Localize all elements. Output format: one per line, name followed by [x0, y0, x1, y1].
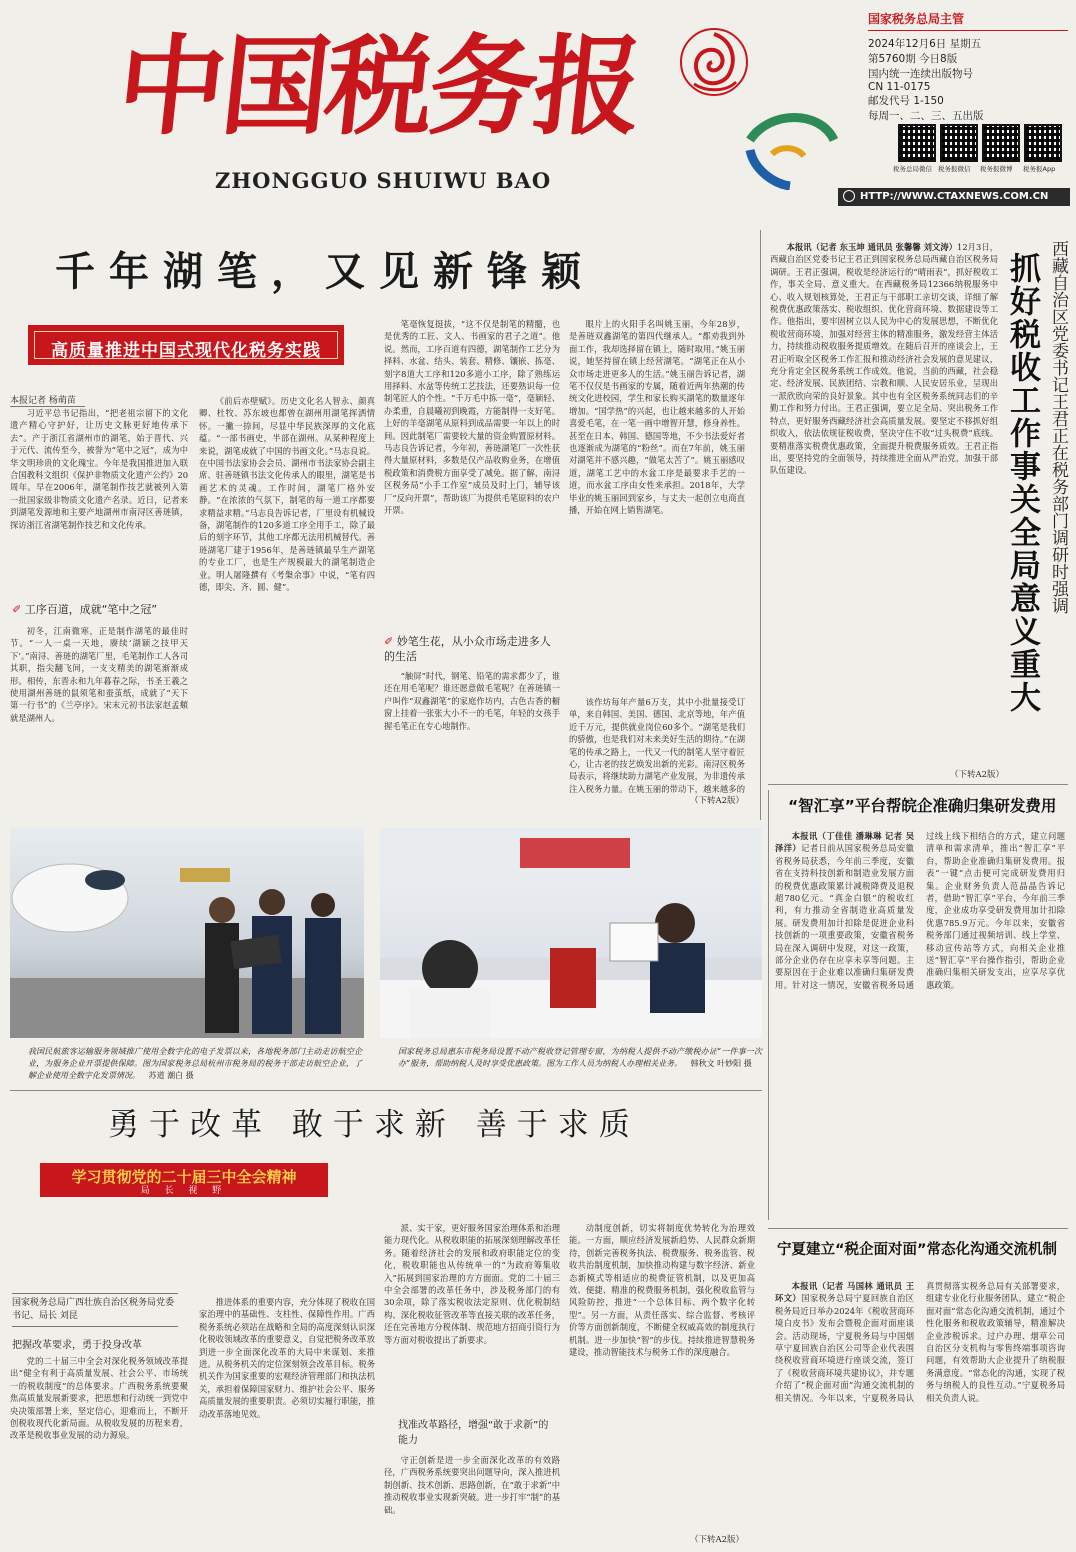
commentary-author: 国家税务总局广西壮族自治区税务局党委书记、局长 刘昆 [12, 1293, 178, 1327]
url-text[interactable]: HTTP://WWW.CTAXNEWS.COM.CN [860, 191, 1049, 202]
commentary-banner [40, 1163, 328, 1197]
side3-body: 本报讯（记者 马国林 通讯员 王环文）国家税务总局宁夏回族自治区税务局近日举办2024年《税收营商环境白皮书》发布会暨税企面对面座谈会。活动现场，宁夏税务局与中国烟草宁夏回族自治区公司等企业代表围绕税收营商环境进行座谈交流，签订了《税收营商环境共建协议》，并专题介绍了“税企面对面”沟通交流机制的相关情况。今年以来，宁夏税务局认真贯彻落实税务总局有关部署要求，组建专业化行业服务团队，建立“税企面对面”常态化沟通交流机制，通过个性化服务和税收政策辅导，精准解决企业涉税诉求。过户办理、烟草公司自治区分支机构与零售终端事项咨询问题，有效帮助大企业提升了纳税服务满意度。“常态化的沟通，实现了税务与纳税人的良性互动。”宁夏税务局相关负责人说。 [775, 1281, 1065, 1403]
commentary-slogan: 勇于改革 敢于求新 善于求质 [108, 1107, 640, 1143]
side1-byline: 本报讯（记者 东玉坤 通讯员 张馨馨 刘文涛） [786, 242, 958, 252]
photo-airline-illustration [10, 828, 364, 1038]
lead-banner-text: 高质量推进中国式现代化税务实践 [51, 341, 321, 361]
commentary-col4: 动制度创新，切实将制度优势转化为治理效能。一方面，顺应经济发展新趋势、人民群众新期待，创新完善税务执法、税费服务、税务监管、税收共治制度机制，加快推动构建与数字经济、新业态新模式等相适应的税费征管机制，以及更加高效、便捷、精准的税费服务机制，强化税收监管与风险防控，推进“一个总体目标、两个数字化转型”。另一方面，从责任落实、综合监督、考核评价等方面创新制度，不断健全权威高效的制度执行机制。进一步加快“智”的步伐。持续推进智慧税务建设，推动智能技术与税务工作的深度融合。 [569, 1223, 755, 1358]
lead-headline: 千年湖笔，又见新锋颖 [55, 249, 595, 295]
side2-body: 本报讯（丁佳佳 潘琳琳 记者 吴泽洋）记者日前从国家税务总局安徽省税务局获悉，今年前三季度，安徽省在支持科技创新和制造业发展方面的税费优惠政策累计减税降费及退税超780亿元。“真金白银”的税收红利，有力推动全省制造业高质量发展。研发费用加计扣除是促进企业科技创新的一项重要政策，安徽省税务局在深入调研中发现，对这一政策，部分企业仍存在应享未享等问题。主要原因在于企业难以准确归集研发费用。针对这一情况，安徽省税务局通过线上线下相结合的方式，建立问题清单和需求清单，推出“智汇享”平台，帮助企业准确归集研发费用。报表“一键”点击便可完成研发费用归集。企业财务负责人范晶晶告诉记者，借助“智汇享”平台，今年前三季度，企业成功享受研发费用加计扣除优惠785.9万元。今年以来，安徽省税务部门通过视频培训、线上学堂、移动宣传站等方式，向相关企业推送“智汇享”平台操作指引，帮助企业准确归集相关研发支出，应享尽享优惠政策。 [775, 831, 1065, 990]
qr-code-4[interactable] [1024, 124, 1062, 162]
qr-code-2[interactable] [940, 124, 978, 162]
side2-headline: “智汇享”平台帮皖企准确归集研发费用 [788, 797, 1057, 815]
side1-continue[interactable]: （下转A2版） [950, 770, 1005, 780]
qr-label-2: 税务报微信 [938, 165, 971, 173]
lead-col4: 眼片上的火阳手名叫姚玉丽，今年28岁，是善琏双鑫湖笔的第四代继承人。“都劝我到外面工作，我却选择留在镇上，随时取用。”姚玉丽说，她坚持留在镇上经营湖笔。“湖笔正在从小众市场走进更多人的生活。”姚玉丽告诉记者，湖笔不仅仅是书画家的专属，随着近两年热潮的传统文化进校园，学生和家长购买湖笔的数量逐年增加。“国学热”的兴起，也让越来越多的人开始喜爱毛笔，在一笔一画中增智开慧，修身养性。甚至在日本、韩国、德国等地，不少书法爱好者也逐渐成为湖笔的“粉丝”。而在7年前，姚玉丽对湖笔并不感兴趣，“做笔太苦了”。姚玉丽感叹道，湖笔工艺中的水盆工序是最要求手艺的一道，而水盆工序由女性来承担。2018年，大学毕业的姚玉丽回到家乡，与丈夫一起创立电商直播，开始在网上销售湖笔。 [569, 319, 745, 516]
photo-tax-window-illustration [380, 828, 762, 1038]
side1-vertical-subhead: 西藏自治区党委书记王君正在税务部门调研时强调 [1048, 240, 1068, 614]
brush-icon: ✐ [384, 635, 394, 648]
photo-credit-right: 韩秋文 叶妙阳 摄 [690, 1059, 752, 1068]
qr-label-3: 税务报微博 [980, 165, 1013, 173]
cn-number: CN 11-0175 [868, 81, 931, 93]
lead-banner [28, 325, 344, 365]
commentary-col1: 党的二十届三中全会对深化税务领域改革提出“健全有利于高质量发展、社会公平、市场统一的税收制度”的总体要求。广西税务系统要聚焦高质量发展新要求，把思想和行动统一到党中央决策部署上来，坚定信心，迎难而上，不断开创税收现代化新局面。从税收发展的历程来看，改革是税收事业发展的动力源泉。 [10, 1356, 188, 1441]
info-block [868, 10, 1068, 123]
url-bar[interactable] [838, 188, 1070, 206]
lead-col5: 该作坊每年产量6万支，其中小批量接受订单，来自韩国、美国、德国、北京等地，年产值近千万元，提供就业岗位60多个。“湖笔是我们的骄傲，也是我们对未来美好生活的期待。”在湖笔的传承之路上，一代又一代的制笔人坚守着匠心，让古老的技艺焕发出新的光彩。南浔区税务局表示，将继续助力湖笔产业发展，为非遗传承注入税务力量。在姚玉丽的带动下，越来越多的 [569, 697, 745, 794]
swoosh-logo-icon [730, 110, 840, 190]
side2-byline: 本报讯（丁佳佳 潘琳琳 记者 吴泽洋） [775, 831, 914, 854]
lead-col3: 笔毫恢复挺拔，“这不仅是制笔的精髓，也是优秀的工匠、文人、书画家的君子之道”。他说。然而，工序百道有四德，湖笔制作工艺分为择料、水盆、结头、装套、精修、镶嵌、拣毫、刻字8道大工序和120多道小工序，除了熟练运用择料、水盆等传统工艺技法，还要熟识每一位制笔匠人的个性。“千万毛中拣一毫”，毫颖轻、办柔重，自晨曦初到晚霞，方能制得一支好笔。上好的羊毫湖笔从原料到成品需要一年以上的时间。因此制笔厂需要较大量的资金购置原材料。马志良告诉记者，今年初，善琏湖笔厂一次性获得大量原材料，多数是仅产品收购业务，在增值税政策和消费税方面享受了减免。据了解，南浔区税务局“小手工作室”成员及时上门，辅导该厂“反向开票”，帮助该厂为提供毛笔原料的农户开票。 [384, 319, 560, 516]
lead-subhead-2: ✐ 妙笔生花，从小众市场走进多人的生活 [384, 635, 551, 663]
commentary-subhead-1: 把握改革要求，勇于投身改革 [12, 1340, 142, 1351]
qr-code-1[interactable] [898, 124, 936, 162]
side1-vertical-headline: 抓好税收工作事关全局意义重大 [1004, 252, 1040, 714]
sponsor-label: 国家税务总局主管 [868, 10, 1068, 31]
postal-code: 邮发代号 1-150 [868, 95, 944, 107]
commentary-banner-text: 学习贯彻党的二十届三中全会精神 [71, 1168, 297, 1186]
side3-headline: 宁夏建立“税企面对面”常态化沟通交流机制 [777, 1242, 1058, 1258]
lead-col1b: 初冬，江南微寒，正是制作湖笔的最佳时节。“一人一桌一天地，赓续‘湖颖之技甲天下’。”南浔、善琏的湖笔厂里，毛笔制作工人各司其职，指尖翻飞间，一支支精美的湖笔渐渐成形。相传，东晋永和九年暮春之际，书圣王羲之使用湖州善琏的鼠须笔和蚕茧纸，成就了“天下第一行书”的《兰亭序》。宋末元初书法家赵孟頫就是湖州人。 [10, 626, 188, 723]
lead-col1: 习近平总书记指出，“把老祖宗留下的文化遗产精心守护好，让历史文脉更好地传承下去”。产于浙江省湖州市的湖笔，始于晋代、兴于元代、流传至今，被誉为“笔中之冠”，成为中华文明珍贵的文化瑰宝。今年是我国推进加入联合国教科文组织《保护非物质文化遗产公约》20周年。早在2006年，湖笔制作技艺就被列入第一批国家级非物质文化遗产名录。近日，记者来到湖笔发源地和主要产地湖州市南浔区善琏镇，探访浙江省湖笔制作技艺和文化传承。 [10, 408, 188, 530]
commentary-subhead-2: 找准改革路径，增强“敢于求新”的能力 [398, 1420, 549, 1446]
side1-body: 本报讯（记者 东玉坤 通讯员 张馨馨 刘文涛）12月3日，西藏自治区党委书记王君正到国家税务总局西藏自治区税务局调研。王君正强调，税收是经济运行的“晴雨表”，抓好税收工作，事关全局、意义重大。在西藏税务局12366纳税服务中心、收入规划核算处，王君正与干部职工亲切交谈，详细了解税费优惠政策落实、税收组织、优化营商环境、数据建设等工作。他指出，要牢固树立以人民为中心的发展思想，不断优化税收营商环境，加强对经营主体的精准服务，激发经营主体活力，持续推动税收服务提质增效。在随后召开的座谈会上，王君正听取全区税务工作汇报和推动经济社会发展的意见建议，充分肯定全区税务系统工作成效。他说，当前的西藏，社会稳定、经济发展、民族团结、宗教和顺、人民安居乐业，呈现出一派欣欣向荣的良好景象。其中也有全区税务系统同志们的辛勤工作和努力付出。王君正强调，要立足全局、突出税务工作特点，更好服务西藏经济社会高质量发展。要坚定不移抓好组织收入，依法依规征税收费，坚决守住不收“过头税费”底线。要精准落实税费优惠政策，全面提升税费服务质效。王君正指出，要坚持党的全面领导，持续推进全面从严治党，加强干部队伍建设。 [770, 242, 998, 476]
issue-line: 第5760期 今日8版 [868, 53, 958, 65]
photo-airline [10, 828, 364, 1038]
qr-label-4: 税务报App [1023, 165, 1056, 173]
lead-continue[interactable]: （下转A2版） [690, 796, 745, 806]
photo-credit-left: 苏道 潮白 摄 [148, 1071, 194, 1080]
lead-byline: 本报记者 杨萌苗 [10, 393, 85, 407]
commentary-banner-sub: 局 长 视 野 [140, 1186, 228, 1196]
lead-col2: 《前后赤壁赋》。历史文化名人智永、颜真卿、杜牧、苏东坡也都曾在湖州用湖笔挥洒情怀。一撇一捺间，尽显中华民族深厚的文化底蕴。“一部书画史，半部在湖州。从某种程度上来说，湖笔成就了中国的书画文化。”马志良说。在中国书法家协会会员、湖州市书法家协会副主席、驻善琏镇书法文化传承人的眼里，湖笔是书画艺术的灵魂。工作时间，湖笔厂格外安静。“在浓浓的气氛下，制笔的每一道工序都要求精益求精。”马志良告诉记者，厂里设有机械设备，湖笔制作的120多道工序全用手工，除了最后的刻字环节，其他工序都无法用机械替代。善琏湖笔厂建于1956年，是善琏镇最早生产湖笔的专业工厂，也是生产规模最大的湖笔制造企业。明人屠隆撰有《考槃余事》中说，“笔有四德，即尖、齐、圆、健”。 [199, 396, 375, 593]
lead-col3b: “触屏”时代，钢笔、铅笔的需求都少了，谁还在用毛笔呢？谁还愿意做毛笔呢？在善琏镇一户叫作“双鑫湖笔”的家庭作坊内，古色古香的橱窗上挂着一张张大小不一的毛笔，年轻的女孩手握毛笔正在专心地制作。 [384, 671, 560, 731]
qr-label-1: 税务总局微信 [893, 165, 932, 173]
photo-caption-right: 国家税务总局惠东市税务局设置不动产税收登记管理专窗，为纳税人提供不动产缴税办证“一件事一次办”服务，帮助纳税人及时享受优惠政策。图为工作人员为纳税人办理相关业务。 韩秋文 叶妙阳 摄 [398, 1047, 762, 1068]
masthead-pinyin: ZHONGGUO SHUIWU BAO [215, 168, 552, 193]
date-line: 2024年12月6日 星期五 [868, 38, 982, 50]
commentary-continue[interactable]: （下转A2版） [690, 1535, 745, 1545]
commentary-col2: 推进体系的重要内容，充分体现了税收在国家治理中的基础性、支柱性、保障性作用。广西税务系统必须站在战略和全局的高度深刻认识深化税收领域改革的重要意义，自觉把税务改革放到进一步全面深化改革的大局中来谋划、来推进。从税务机关的定位深刻领会改革目标。税务机关作为国家重要的宏观经济管理部门和执法机关，承担着保障国家财力、维护社会公平、服务高质量发展的重要职责。必须切实履行职能，推动改革落地见效。 [199, 1297, 375, 1419]
photo-caption-left: 我国民航旅客运输服务领域推广使用全数字化的电子发票以来，各地税务部门主动走访航空企业，为服务企业开票提供保障。图为国家税务总局杭州市税务局的税务干部走访航空企业，了解企业使用全数字化发票情况。 苏道 潮白 摄 [28, 1047, 362, 1080]
newspaper-emblem [676, 24, 752, 100]
qr-code-3[interactable] [982, 124, 1020, 162]
photo-tax-window [380, 828, 762, 1038]
commentary-col3b: 守正创新是进一步全面深化改革的有效路径，广西税务系统要突出问题导向，深入推进机制创新、技术创新、思路创新，在“敢于求新”中推动税收事业实现新突破。进一步打牢“制”的基础。 [384, 1455, 560, 1515]
schedule-line: 每周一、二、三、五出版 [868, 110, 984, 122]
cn-label: 国内统一连续出版物号 [868, 68, 973, 80]
globe-icon [843, 190, 855, 202]
masthead [0, 0, 1076, 215]
masthead-title: 中国税务报 [111, 24, 645, 150]
brush-icon: ✐ [12, 603, 22, 616]
side3-byline: 本报讯（记者 马国林 通讯员 王环文） [775, 1281, 914, 1304]
commentary-col3: 派、实干家，更好服务国家治理体系和治理能力现代化。从税收职能的拓展深刻理解改革任务。随着经济社会的发展和政府职能定位的变化，税收职能也从传统单一的“为政府筹集收入”拓展到国家治理的方方面面。党的二十届三中全会部署的改革任务中，涉及税务部门的有30余项，除了落实税收法定原则、优化税制结构、深化税收征管改革等直接关联的改革任务，还在完善地方分税体制、规范地方招商引资行为等方面对税收提出了新要求。 [384, 1223, 560, 1345]
lead-subhead-1: ✐ 工序百道，成就“笔中之冠” [12, 603, 158, 616]
